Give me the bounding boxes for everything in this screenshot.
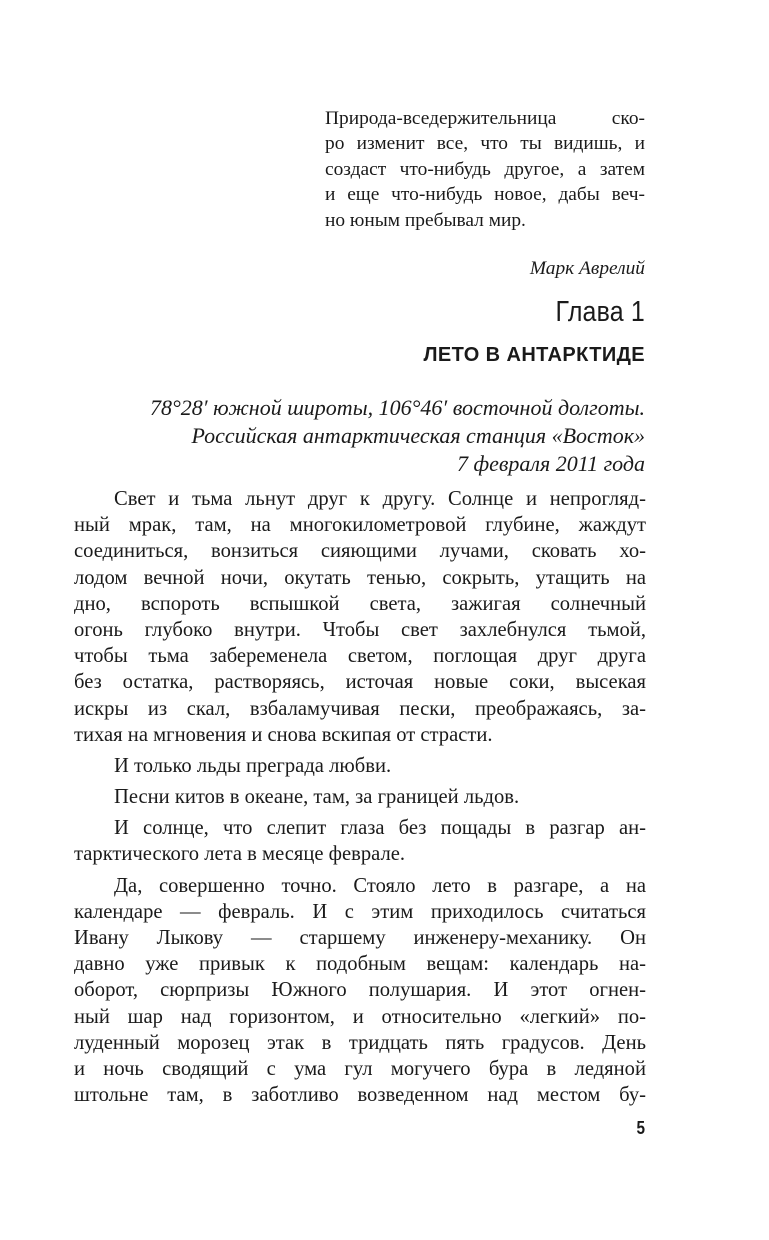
date-line: 7 февраля 2011 года [456, 451, 645, 476]
paragraph [74, 486, 646, 748]
text-line: соединиться, вонзиться сияющими лучами, сковать хо- [74, 540, 646, 563]
paragraph [74, 784, 646, 810]
chapter-number: Глава 1 [555, 296, 645, 328]
text-line: И только льды преграда любви. [114, 754, 392, 777]
text-line: И солнце, что слепит глаза без пощады в разгар ан- [114, 817, 646, 840]
epigraph-line: создаст что-нибудь другое, а затем [325, 158, 645, 180]
location-header [150, 394, 645, 478]
text-line: ный шар над горизонтом, и относительно «легкий» по- [74, 1005, 646, 1028]
text-line: тихая на мгновения и снова вскипая от страсти. [74, 723, 493, 746]
chapter-body [74, 486, 646, 1113]
text-line: чтобы тьма забеременела светом, поглощая друг друга [74, 645, 646, 668]
text-line: оборот, сюрпризы Южного полушария. И этот огнен- [74, 979, 646, 1002]
text-line: Свет и тьма льнут друг к другу. Солнце и непрогляд- [114, 488, 646, 510]
text-line: тарктического лета в месяце феврале. [74, 843, 406, 866]
epigraph-line: ро изменит все, что ты видишь, и [325, 133, 645, 155]
text-line: луденный морозец этак в тридцать пять градусов. День [74, 1031, 646, 1054]
text-line: лодом вечной ночи, окутать тенью, сокрыть, утащить на [74, 566, 646, 589]
text-line: штольне там, в заботливо возведенном над местом бу- [74, 1084, 646, 1107]
epigraph-author: Марк Аврелий [529, 258, 645, 279]
text-line: дно, вспороть вспышкой света, зажигая солнечный [74, 592, 646, 615]
text-line: давно уже привык к подобным вещам: календарь на- [74, 953, 646, 976]
text-line: без остатка, растворяясь, источая новые соки, высекая [74, 671, 646, 694]
page-number: 5 [636, 1118, 645, 1138]
text-line: искры из скал, взбаламучивая пески, преображаясь, за- [74, 697, 646, 720]
coordinates-line: 78°28′ южной широты, 106°46′ восточной долготы. [149, 395, 645, 420]
text-line: Ивану Лыкову — старшему инженеру-механику. Он [74, 927, 646, 949]
text-line: огонь глубоко внутри. Чтобы свет захлебнулся тьмой, [74, 618, 646, 641]
text-line: Песни китов в океане, там, за границей льдов. [114, 786, 520, 809]
epigraph-line: Природа-вседержительница ско- [325, 108, 645, 129]
text-line: календаре — февраль. И с этим приходилось считаться [74, 900, 646, 923]
text-line: Да, совершенно точно. Стояло лето в разгаре, а на [114, 874, 646, 897]
epigraph [325, 106, 645, 233]
epigraph-line: и еще что-нибудь новое, дабы веч- [325, 184, 645, 206]
text-line: и ночь сводящий с ума гул могучего бура в ледяной [74, 1057, 646, 1080]
epigraph-line: но юным пребывал мир. [325, 209, 526, 231]
paragraph [74, 873, 646, 1109]
paragraph [74, 815, 646, 867]
chapter-title: ЛЕТО В АНТАРКТИДЕ [423, 344, 645, 366]
station-line: Российская антарктическая станция «Восток» [191, 423, 645, 448]
text-line: ный мрак, там, на многокилометровой глубине, жаждут [74, 514, 646, 537]
paragraph [74, 753, 646, 779]
